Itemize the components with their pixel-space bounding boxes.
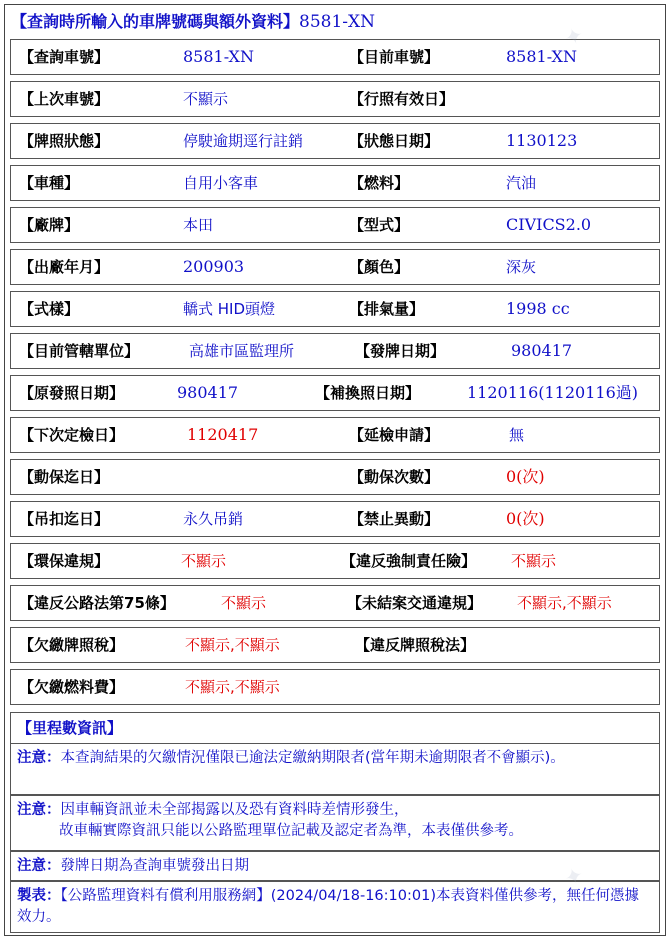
info-row xyxy=(10,249,660,285)
field-label: 【上次車號】 xyxy=(19,90,110,108)
note-text: 發牌日期為查詢車號發出日期 xyxy=(60,858,249,874)
info-row xyxy=(10,375,660,411)
field-label: 【禁止異動】 xyxy=(349,510,440,528)
note-label: 注意： xyxy=(17,802,61,818)
note-disclaimer xyxy=(10,795,660,851)
note-arrears xyxy=(10,743,660,795)
note-text: 本查詢結果的欠繳情況僅限已逾法定繳納期限者(當年期未逾期限者不會顯示)。 xyxy=(60,750,565,766)
info-row xyxy=(10,585,660,621)
field-label: 【式樣】 xyxy=(19,300,80,318)
field-label: 【燃料】 xyxy=(349,174,410,192)
field-value: 高雄市區監理所 xyxy=(189,342,295,360)
field-label: 【違反牌照稅法】 xyxy=(355,636,476,654)
field-label: 【發牌日期】 xyxy=(355,342,446,360)
field-value: 不顯示 xyxy=(511,552,557,570)
field-label: 【動保次數】 xyxy=(349,468,440,486)
field-value: 本田 xyxy=(183,216,214,234)
info-row xyxy=(10,291,660,327)
note-label: 製表： xyxy=(17,888,61,904)
note-text: 【公路監理資料有償利用服務網】(2024/04/18-16:10:01)本表資料僅供參考，無任何憑據效力。 xyxy=(17,888,639,925)
info-row xyxy=(10,543,660,579)
title-label: 【查詢時所輸入的車牌號碼與額外資料】 xyxy=(11,12,300,31)
field-value: 深灰 xyxy=(506,258,537,276)
info-row xyxy=(10,123,660,159)
field-label: 【延檢申請】 xyxy=(349,426,440,444)
field-value: 不顯示 xyxy=(221,594,267,612)
field-value: 不顯示,不顯示 xyxy=(185,636,280,654)
info-row xyxy=(10,459,660,495)
field-value: 8581-XN xyxy=(183,47,254,66)
field-value: 0(次) xyxy=(506,509,545,528)
field-label: 【出廠年月】 xyxy=(19,258,110,276)
field-value: 無 xyxy=(509,426,525,444)
field-label: 【型式】 xyxy=(349,216,410,234)
field-value: 不顯示 xyxy=(183,90,229,108)
field-label: 【違反強制責任險】 xyxy=(341,552,477,570)
field-label: 【環保違規】 xyxy=(19,552,110,570)
field-label: 【顏色】 xyxy=(349,258,410,276)
field-label: 【補換照日期】 xyxy=(315,384,421,402)
field-label: 【牌照狀態】 xyxy=(19,132,110,150)
mileage-section-title: 【里程數資訊】 xyxy=(10,712,660,744)
field-value: 汽油 xyxy=(506,174,537,192)
field-value: 永久吊銷 xyxy=(183,510,244,528)
field-label: 【違反公路法第75條】 xyxy=(19,594,175,612)
info-row xyxy=(10,627,660,663)
field-label: 【排氣量】 xyxy=(349,300,425,318)
field-value: 8581-XN xyxy=(506,47,577,66)
field-label: 【車種】 xyxy=(19,174,80,192)
info-row xyxy=(10,333,660,369)
note-issue-date xyxy=(10,851,660,881)
note-text-line2: 故車輛實際資訊只能以公路監理單位記載及認定者為準，本表僅供參考。 xyxy=(59,823,523,839)
field-label: 【狀態日期】 xyxy=(349,132,440,150)
note-label: 注意： xyxy=(17,858,61,874)
vehicle-info-panel xyxy=(4,4,666,936)
field-label: 【下次定檢日】 xyxy=(19,426,125,444)
field-label: 【未結案交通違規】 xyxy=(347,594,483,612)
field-label: 【欠繳牌照稅】 xyxy=(19,636,125,654)
field-label: 【原發照日期】 xyxy=(19,384,125,402)
field-value: 1998 cc xyxy=(506,299,570,318)
note-source xyxy=(10,881,660,933)
field-label: 【目前車號】 xyxy=(349,48,440,66)
field-value: 200903 xyxy=(183,257,245,276)
field-value: 980417 xyxy=(177,383,239,402)
note-label: 注意： xyxy=(17,750,61,766)
info-row xyxy=(10,417,660,453)
field-label: 【欠繳燃料費】 xyxy=(19,678,125,696)
info-row xyxy=(10,501,660,537)
field-value: 1120417 xyxy=(187,425,259,444)
watermark-bottom: ✦ xyxy=(561,862,587,893)
field-label: 【廠牌】 xyxy=(19,216,80,234)
field-value: CIVICS2.0 xyxy=(506,215,592,234)
field-value: 自用小客車 xyxy=(183,174,259,192)
title-plate: 8581-XN xyxy=(299,12,376,32)
field-value: 1130123 xyxy=(506,131,578,150)
info-row xyxy=(10,165,660,201)
info-row xyxy=(10,669,660,705)
note-text-line1: 因車輛資訊並未全部揭露以及恐有資料時差情形發生， xyxy=(60,802,409,818)
field-label: 【行照有效日】 xyxy=(349,90,455,108)
field-value: 停駛逾期逕行註銷 xyxy=(183,132,304,150)
info-row xyxy=(10,39,660,75)
field-value: 不顯示 xyxy=(181,552,227,570)
field-label: 【目前管轄單位】 xyxy=(19,342,140,360)
field-value: 1120116(1120116過) xyxy=(467,383,639,402)
field-label: 【動保迄日】 xyxy=(19,468,110,486)
info-row xyxy=(10,81,660,117)
field-value: 轎式 HID頭燈 xyxy=(183,300,276,318)
field-value: 980417 xyxy=(511,341,573,360)
field-label: 【查詢車號】 xyxy=(19,48,110,66)
field-value: 不顯示,不顯示 xyxy=(517,594,612,612)
info-row xyxy=(10,207,660,243)
field-label: 【吊扣迄日】 xyxy=(19,510,110,528)
field-value: 0(次) xyxy=(506,467,545,486)
field-value: 不顯示,不顯示 xyxy=(185,678,280,696)
watermark-top: ✦ xyxy=(561,22,587,53)
